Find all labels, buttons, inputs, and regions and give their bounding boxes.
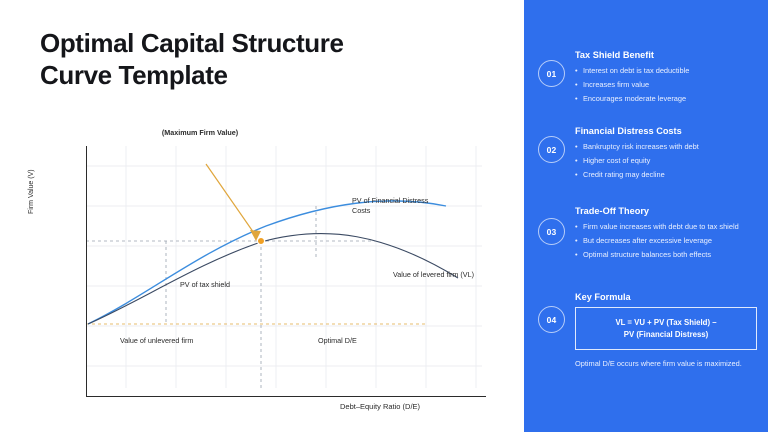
- key-formula-box: [575, 307, 757, 350]
- x-axis: [86, 396, 486, 397]
- key-formula-note: Optimal D/E occurs where firm value is maximized.: [575, 359, 742, 369]
- max-firm-value-marker: [257, 237, 264, 244]
- annotation-pv-distress-costs: PV of Financial Distress Costs: [352, 196, 429, 216]
- step-bullets-3: [575, 221, 757, 260]
- step-bullets-1: [575, 65, 757, 104]
- annotation-optimal-de: Optimal D/E: [318, 336, 357, 345]
- key-formula-line-1: VL = VU + PV (Tax Shield) –: [615, 318, 717, 327]
- list-item: • Firm value increases with debt due to tax shield: [575, 221, 757, 232]
- y-axis: [86, 146, 87, 396]
- page-title-line-1: Optimal Capital Structure: [40, 28, 344, 58]
- step-badge-4: 04: [538, 306, 565, 333]
- list-item: • Optimal structure balances both effects: [575, 249, 757, 260]
- step-badge-1: 01: [538, 60, 565, 87]
- annotation-pv-tax-shield: PV of tax shield: [180, 280, 230, 289]
- list-item: • Interest on debt is tax deductible: [575, 65, 757, 76]
- chart-plot-area: [86, 146, 482, 388]
- list-item: • Bankruptcy risk increases with debt: [575, 141, 757, 152]
- x-axis-label: Debt–Equity Ratio (D/E): [340, 402, 421, 411]
- chart-gridlines: [86, 146, 482, 388]
- list-item: • Higher cost of equity: [575, 155, 757, 166]
- step-title-1: Tax Shield Benefit: [575, 50, 654, 60]
- step-title-3: Trade-Off Theory: [575, 206, 650, 216]
- list-item: • Encourages moderate leverage: [575, 93, 757, 104]
- curve-tax-shield: [88, 201, 446, 324]
- step-badge-3: 03: [538, 218, 565, 245]
- annotation-arrow-line: [206, 164, 256, 236]
- annotation-max-firm-value: (Maximum Firm Value): [161, 128, 239, 137]
- page-title: [40, 28, 470, 91]
- step-body-2: [575, 126, 757, 183]
- list-item: • Increases firm value: [575, 79, 757, 90]
- step-bullets-2: [575, 141, 757, 180]
- y-axis-label: Firm Value (V): [28, 169, 35, 214]
- step-badge-2: 02: [538, 136, 565, 163]
- list-item: • But decreases after excessive leverage: [575, 235, 757, 246]
- list-item: • Credit rating may decline: [575, 169, 757, 180]
- steps-panel: [524, 0, 768, 432]
- step-body-4: [575, 292, 757, 369]
- page-title-line-2: Curve Template: [40, 59, 228, 90]
- key-formula-line-2: PV (Financial Distress): [623, 329, 709, 339]
- annotation-levered-firm-value: Value of levered firm (VL): [393, 270, 474, 279]
- capital-structure-chart: [28, 128, 510, 411]
- step-body-1: [575, 50, 757, 107]
- step-title-2: Financial Distress Costs: [575, 126, 682, 136]
- step-title-4: Key Formula: [575, 292, 631, 302]
- step-body-3: [575, 206, 757, 263]
- annotation-unlevered-firm-value: Value of unlevered firm: [120, 336, 194, 345]
